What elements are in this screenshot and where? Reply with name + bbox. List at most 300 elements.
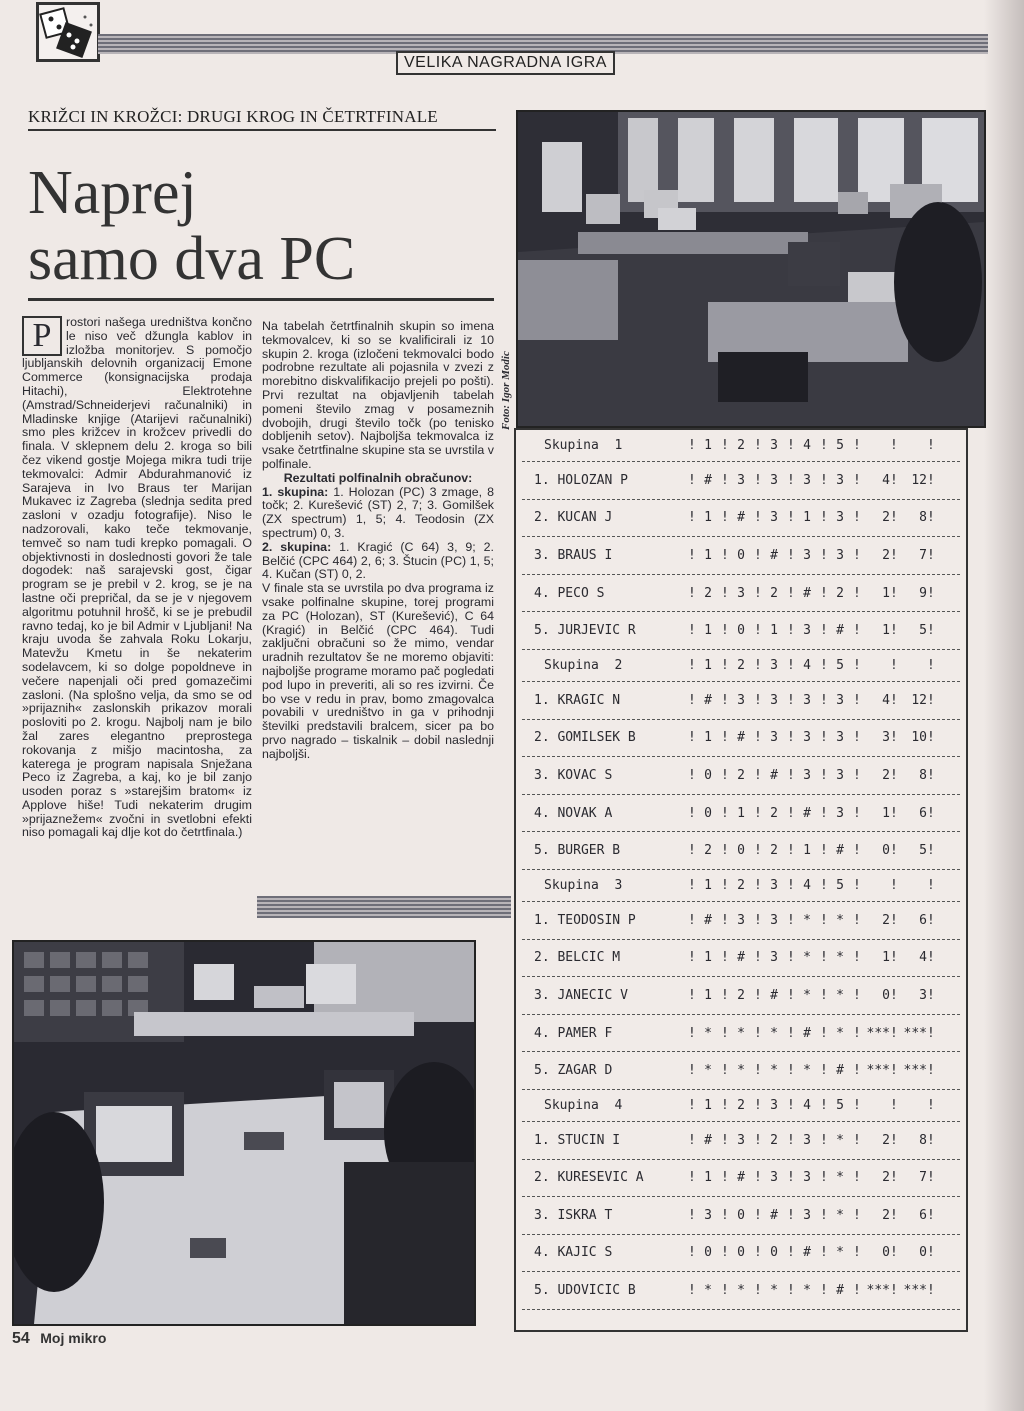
column-separator: !	[754, 843, 762, 859]
points-cell: 10	[911, 730, 927, 746]
column-separator: !	[927, 510, 935, 526]
column-separator: !	[754, 950, 762, 966]
column-separator: !	[688, 767, 696, 783]
column-separator: !	[890, 730, 898, 746]
column-separator: !	[927, 987, 935, 1003]
scores-group-title: Skupina 3	[544, 877, 623, 893]
match-result-cell: #	[737, 730, 745, 746]
column-separator: !	[787, 510, 795, 526]
column-separator: !	[787, 472, 795, 488]
column-separator: !	[853, 1063, 861, 1079]
match-result-cell: 1	[704, 547, 712, 563]
wins-cell: 2	[882, 1207, 890, 1223]
wins-cell: 1	[882, 623, 890, 639]
column-separator: !	[721, 843, 729, 859]
match-result-cell: 3	[770, 912, 778, 928]
column-separator: !	[754, 1170, 762, 1186]
column-separator: !	[890, 1207, 898, 1223]
match-result-cell: 3	[704, 1207, 712, 1223]
column-separator: !	[853, 1097, 861, 1113]
scores-group-header	[522, 650, 960, 682]
match-result-cell: *	[737, 1025, 745, 1041]
results-group-2	[262, 541, 494, 582]
column-separator: !	[754, 623, 762, 639]
column-separator: !	[754, 1132, 762, 1148]
competitor-name: 4. PAMER F	[534, 1025, 613, 1041]
match-result-cell: 3	[770, 1170, 778, 1186]
match-result-cell: #	[770, 987, 778, 1003]
competitor-name: 1. STUCIN I	[534, 1132, 621, 1148]
column-separator: !	[721, 1025, 729, 1041]
column-separator: !	[787, 1207, 795, 1223]
competitor-name: 4. NOVAK A	[534, 805, 613, 821]
column-separator: !	[688, 657, 696, 673]
competitor-name: 2. BELCIC M	[534, 950, 621, 966]
scores-row	[522, 795, 960, 833]
column-separator: !	[890, 877, 898, 893]
column-separator: !	[787, 950, 795, 966]
scores-row	[522, 940, 960, 978]
column-separator: !	[820, 1097, 828, 1113]
match-result-cell: 3	[737, 912, 745, 928]
match-result-cell: #	[803, 1245, 811, 1261]
column-separator: !	[721, 730, 729, 746]
column-separator: !	[787, 657, 795, 673]
column-separator: !	[820, 547, 828, 563]
column-separator: !	[890, 1025, 898, 1041]
column-separator: !	[721, 1132, 729, 1148]
scores-column-header: 2	[737, 1097, 745, 1113]
match-result-cell: 1	[704, 950, 712, 966]
column-separator: !	[688, 1245, 696, 1261]
match-result-cell: 1	[704, 623, 712, 639]
match-result-cell: 3	[770, 472, 778, 488]
competitor-name: 3. ISKRA T	[534, 1207, 613, 1223]
column-separator: !	[787, 1097, 795, 1113]
scores-row	[522, 500, 960, 538]
match-result-cell: *	[737, 1063, 745, 1079]
column-separator: !	[820, 950, 828, 966]
wins-cell: 3	[882, 730, 890, 746]
scores-group-title: Skupina 4	[544, 1097, 623, 1113]
scores-column-header: 1	[704, 438, 712, 453]
column-separator: !	[721, 987, 729, 1003]
competitor-name: 3. BRAUS I	[534, 547, 613, 563]
column-separator: !	[927, 547, 935, 563]
column-separator: !	[688, 692, 696, 708]
scores-column-header: 1	[704, 1097, 712, 1113]
column-separator: !	[853, 438, 861, 453]
scores-row	[522, 977, 960, 1015]
competitor-name: 3. JANECIC V	[534, 987, 628, 1003]
column-separator: !	[890, 1097, 898, 1113]
column-separator: !	[890, 1132, 898, 1148]
column-separator: !	[721, 950, 729, 966]
column-separator: !	[754, 1097, 762, 1113]
column-separator: !	[721, 657, 729, 673]
match-result-cell: #	[770, 1207, 778, 1223]
article-column-left	[22, 316, 252, 840]
column-separator: !	[890, 843, 898, 859]
column-separator: !	[853, 843, 861, 859]
match-result-cell: #	[737, 1170, 745, 1186]
match-result-cell: 3	[770, 730, 778, 746]
column-separator: !	[927, 1025, 935, 1041]
column-separator: !	[721, 877, 729, 893]
competitor-name: 4. KAJIC S	[534, 1245, 613, 1261]
column-separator: !	[754, 1207, 762, 1223]
match-result-cell: 3	[737, 1132, 745, 1148]
scores-column-header: 4	[803, 877, 811, 893]
column-separator: !	[820, 805, 828, 821]
match-result-cell: *	[836, 1025, 844, 1041]
article-column-middle	[262, 320, 494, 762]
match-result-cell: 1	[704, 987, 712, 1003]
points-cell: 8	[919, 1132, 927, 1148]
column-separator: !	[820, 1132, 828, 1148]
column-separator: !	[688, 1097, 696, 1113]
column-separator: !	[890, 547, 898, 563]
wins-cell: ***	[866, 1025, 890, 1041]
column-separator: !	[688, 1063, 696, 1079]
competitor-name: 5. JURJEVIC R	[534, 623, 636, 639]
competitor-name: 3. KOVAC S	[534, 767, 613, 783]
competitor-name: 1. KRAGIC N	[534, 692, 621, 708]
results-group-2-text: 1. Kragić (C 64) 3, 9; 2. Belčić (CPC 464) 2, 6; 3. Štucin (PC) 1, 5; 4. Kučan (ST) 0, 2.	[262, 539, 494, 582]
column-separator: !	[820, 692, 828, 708]
column-separator: !	[754, 1063, 762, 1079]
match-result-cell: 3	[770, 692, 778, 708]
competitor-name: 2. KURESEVIC A	[534, 1170, 644, 1186]
match-result-cell: 1	[704, 510, 712, 526]
column-separator: !	[890, 912, 898, 928]
scores-row	[522, 1160, 960, 1198]
column-separator: !	[787, 692, 795, 708]
scores-row	[522, 462, 960, 500]
results-group-1	[262, 486, 494, 541]
column-separator: !	[787, 1132, 795, 1148]
match-result-cell: 2	[737, 767, 745, 783]
match-result-cell: 0	[704, 805, 712, 821]
column-separator: !	[890, 657, 898, 673]
competitor-name: 1. HOLOZAN P	[534, 472, 628, 488]
column-separator: !	[721, 767, 729, 783]
scores-row	[522, 1052, 960, 1090]
column-separator: !	[754, 912, 762, 928]
match-result-cell: *	[704, 1025, 712, 1041]
points-cell: 12	[911, 692, 927, 708]
column-separator: !	[721, 623, 729, 639]
match-result-cell: 2	[770, 843, 778, 859]
column-separator: !	[721, 912, 729, 928]
column-separator: !	[688, 623, 696, 639]
column-separator: !	[927, 438, 935, 453]
scores-column-header: 2	[737, 877, 745, 893]
column-separator: !	[787, 623, 795, 639]
match-result-cell: 2	[770, 1132, 778, 1148]
column-separator: !	[787, 730, 795, 746]
match-result-cell: *	[803, 950, 811, 966]
column-separator: !	[754, 510, 762, 526]
match-result-cell: 3	[836, 472, 844, 488]
match-result-cell: 3	[803, 692, 811, 708]
scores-column-header: 4	[803, 657, 811, 673]
match-result-cell: 3	[770, 950, 778, 966]
points-cell: 7	[919, 547, 927, 563]
column-separator: !	[787, 767, 795, 783]
column-separator: !	[853, 877, 861, 893]
column-separator: !	[927, 950, 935, 966]
column-separator: !	[927, 805, 935, 821]
match-result-cell: 3	[803, 767, 811, 783]
match-result-cell: *	[803, 912, 811, 928]
column-separator: !	[721, 1170, 729, 1186]
match-result-cell: *	[836, 912, 844, 928]
points-cell: 12	[911, 472, 927, 488]
column-separator: !	[721, 585, 729, 601]
column-separator: !	[853, 1245, 861, 1261]
match-result-cell: 0	[737, 1207, 745, 1223]
article-headline	[28, 160, 498, 292]
column-separator: !	[688, 912, 696, 928]
match-result-cell: #	[770, 547, 778, 563]
scores-column-header: 5	[836, 1097, 844, 1113]
column-separator: !	[853, 692, 861, 708]
wins-cell: 4	[882, 692, 890, 708]
match-result-cell: *	[836, 1245, 844, 1261]
match-result-cell: 1	[803, 510, 811, 526]
magazine-name: Moj mikro	[40, 1330, 107, 1346]
scores-row	[522, 1197, 960, 1235]
scores-row	[522, 720, 960, 758]
column-separator: !	[754, 547, 762, 563]
column-separator: !	[890, 1063, 898, 1079]
match-result-cell: #	[836, 623, 844, 639]
column-separator: !	[890, 767, 898, 783]
points-cell: 9	[919, 585, 927, 601]
column-separator: !	[890, 1245, 898, 1261]
scores-column-header: 3	[770, 877, 778, 893]
column-separator: !	[820, 877, 828, 893]
points-cell: 4	[919, 950, 927, 966]
column-separator: !	[853, 1170, 861, 1186]
match-result-cell: 1	[737, 805, 745, 821]
column-separator: !	[688, 987, 696, 1003]
column-separator: !	[820, 1170, 828, 1186]
column-separator: !	[820, 767, 828, 783]
results-group-2-label: 2. skupina:	[262, 539, 332, 554]
competitor-name: 5. ZAGAR D	[534, 1063, 613, 1079]
match-result-cell: *	[836, 1132, 844, 1148]
dropcap: P	[22, 316, 62, 356]
headline-line-2: samo dva PC	[28, 225, 356, 293]
column-separator: !	[853, 585, 861, 601]
points-cell: 8	[919, 767, 927, 783]
column-separator: !	[787, 547, 795, 563]
scores-column-header: 3	[770, 1097, 778, 1113]
match-result-cell: 0	[704, 767, 712, 783]
match-result-cell: 2	[770, 585, 778, 601]
column-separator: !	[787, 1170, 795, 1186]
results-group-1-text: 1. Holozan (PC) 3 zmage, 8 točk; 2. Kurešević (ST) 2, 7; 3. Gomilšek (ZX spectrum) 1, 5; 4. Teodosin (ZX spectrum) 0, 3.	[262, 484, 494, 540]
column-separator: !	[853, 1025, 861, 1041]
column-separator: !	[721, 1097, 729, 1113]
match-result-cell: 1	[704, 730, 712, 746]
wins-cell: 2	[882, 912, 890, 928]
column-separator: !	[688, 877, 696, 893]
newsroom-photo-bottom	[12, 940, 476, 1326]
column-separator: !	[754, 730, 762, 746]
competitor-name: 2. GOMILSEK B	[534, 730, 636, 746]
points-cell: 5	[919, 623, 927, 639]
points-cell: 8	[919, 510, 927, 526]
column-separator: !	[820, 1245, 828, 1261]
column-separator: !	[688, 950, 696, 966]
match-result-cell: *	[803, 1063, 811, 1079]
points-cell: 3	[919, 987, 927, 1003]
photo-credit: Foto: Igor Modic	[500, 351, 512, 430]
column-separator: !	[890, 510, 898, 526]
column-separator: !	[927, 1097, 935, 1113]
dice-icon	[39, 5, 97, 59]
points-cell: 6	[919, 805, 927, 821]
column-separator: !	[927, 657, 935, 673]
wins-cell: 1	[882, 805, 890, 821]
column-separator: !	[853, 767, 861, 783]
column-separator: !	[927, 1207, 935, 1223]
column-separator: !	[890, 472, 898, 488]
match-result-cell: 3	[836, 730, 844, 746]
column-separator: !	[721, 547, 729, 563]
scores-column-header: 5	[836, 657, 844, 673]
match-result-cell: #	[836, 843, 844, 859]
column-separator: !	[853, 912, 861, 928]
column-separator: !	[721, 510, 729, 526]
scores-column-header: 5	[836, 438, 844, 453]
match-result-cell: 0	[737, 547, 745, 563]
match-result-cell: 2	[704, 585, 712, 601]
match-result-cell: 2	[704, 843, 712, 859]
column-separator: !	[927, 767, 935, 783]
column-separator: !	[721, 692, 729, 708]
wins-cell: 0	[882, 987, 890, 1003]
scores-column-header: 2	[737, 438, 745, 453]
column-separator: !	[820, 843, 828, 859]
column-separator: !	[787, 1245, 795, 1261]
competitor-name: 5. BURGER B	[534, 843, 621, 859]
column-separator: !	[787, 585, 795, 601]
scores-group-header	[522, 1090, 960, 1122]
column-separator: !	[787, 843, 795, 859]
column-separator: !	[890, 692, 898, 708]
column-separator: !	[820, 585, 828, 601]
match-result-cell: 3	[803, 547, 811, 563]
column-separator: !	[927, 877, 935, 893]
match-result-cell: #	[770, 767, 778, 783]
scores-row	[522, 1235, 960, 1273]
wins-cell: ***	[866, 1063, 890, 1079]
match-result-cell: 3	[803, 623, 811, 639]
scores-column-header: 5	[836, 877, 844, 893]
scores-group-header	[522, 870, 960, 902]
column-separator: !	[787, 805, 795, 821]
column-separator: !	[853, 510, 861, 526]
match-result-cell: #	[704, 692, 712, 708]
column-separator: !	[688, 1025, 696, 1041]
column-separator: !	[688, 1283, 696, 1299]
match-result-cell: #	[704, 472, 712, 488]
match-result-cell: 3	[803, 472, 811, 488]
results-group-1-label: 1. skupina:	[262, 484, 329, 499]
column-separator: !	[927, 1132, 935, 1148]
column-separator: !	[820, 912, 828, 928]
scores-row	[522, 902, 960, 940]
column-separator: !	[754, 1283, 762, 1299]
column-separator: !	[688, 730, 696, 746]
column-separator: !	[688, 843, 696, 859]
competitor-name: 4. PECO S	[534, 585, 605, 601]
column-separator: !	[787, 912, 795, 928]
column-separator: !	[688, 1132, 696, 1148]
column-separator: !	[853, 1283, 861, 1299]
scores-column-header: 1	[704, 657, 712, 673]
column-separator: !	[890, 1283, 898, 1299]
article-paragraph-2: Na tabelah četrtfinalnih skupin so imena tekmovalcev, ki so se kvalificirali iz 10 skupin 2. kroga (izločeni tekmovalci bodo podrobne rezultate ali pojasnila v zvezi z morebitno diskvalifikacijo prejeli po pošti). Prvi rezultat na objavljenih tabelah pomeni število zmag v posameznih dvobojih, drugi število točk (po tenisko dobljenih setov). Najboljša tekmovalca iz vsake četrtfinalne skupine sta se uvrstila v polfinale.	[262, 319, 494, 471]
column-separator: !	[688, 805, 696, 821]
scores-column-header: 3	[770, 438, 778, 453]
column-separator: !	[754, 692, 762, 708]
match-result-cell: *	[770, 1063, 778, 1079]
match-result-cell: *	[704, 1063, 712, 1079]
scores-row	[522, 1272, 960, 1310]
match-result-cell: #	[737, 510, 745, 526]
match-result-cell: 2	[836, 585, 844, 601]
match-result-cell: 3	[836, 805, 844, 821]
points-cell: 5	[919, 843, 927, 859]
points-cell: ***	[903, 1025, 927, 1041]
column-separator: !	[754, 767, 762, 783]
column-separator: !	[820, 1063, 828, 1079]
article-paragraph-3: V finale sta se uvrstila po dva programa iz vsake polfinalne skupine, torej programi za PC (Holozan), ST (Kurešević), C 64 (Kragić) in Belčić (CPC 464). Tudi zaključni obračuni so že mimo, vendar uradnih rezultatov še ne moremo objaviti: najboljše programe moramo pač pogledati pod lupo in preveriti, ali so res izvirni. Če bo vse v redu in prav, bomo zmagovalca povabili v uredništvo in ga v prihodnji številki predstavili bralcem, sicer pa bo prvo nagrado – tiskalnik – dobil naslednji najboljši.	[262, 581, 494, 761]
match-result-cell: #	[737, 950, 745, 966]
column-separator: !	[890, 1170, 898, 1186]
wins-cell: 4	[882, 472, 890, 488]
column-separator: !	[721, 1063, 729, 1079]
match-result-cell: 3	[803, 1207, 811, 1223]
match-result-cell: 2	[770, 805, 778, 821]
column-separator: !	[688, 547, 696, 563]
match-result-cell: #	[803, 805, 811, 821]
column-separator: !	[853, 472, 861, 488]
match-result-cell: #	[704, 912, 712, 928]
match-result-cell: 2	[737, 987, 745, 1003]
article-paragraph-1: rostori našega uredništva končno le niso več džungla kablov in izložba monitorjev. S pomočjo ljubljanskih delovnih organizacij Emone Commerce (konsignacijska prodaja Hitachi), Elektrotehne (Amstrad/Schneiderjevi računalniki) in Mladinske knjige (Atarijevi računalniki) smo ples križcev in krožcev privedli do finala. V sklepnem delu 2. kroga so bili čez vikend gostje Mojega mikra tudi trije tekmovalci: Admir Abdurahmanović iz Sarajeva in Ivo Braus ter Marijan Mukavec iz Zagreba (slednja sedita pred zasloni v ozadju fotografije). Niso le nadzorovali, kako teče tekmovanje, temveč so nam tudi krepko pomagali. O objektivnosti in doslednosti govori že tale dogodek: naš sarajevski gost, čigar program se je prebil v 2. krog, se je na lastne oči prepričal, da se je v njegovem algoritmu potuhnil hrošč, ki se je prebudil ravno tedaj, ko je bil Admir v Ljubljani! Na kraju uvoda še zahvala Roku Lokarju, Matevžu Kmetu in še nekaterim sodelavcem, ki so dolge popoldneve in večere napenjali oči pred gomazečimi zasloni. (Na splošno velja, da smo se od »prijaznih« zaslonskih prikazov morali posloviti po 2. krogu. Najbolj nam je bilo žal zares elegantno preprostega rokovanja z mišjo macintosha, za katerega je program napisala Snježana Peco iz Zagreba, a kaj, ko je bil zanjo usoden poraz s »starejšim bratom« iz Applove hiše! Tudi nekaterim drugim »prijaznežem« zvočni in svetlobni efekti niso pomagali kaj dlje kot do četrtfinala.)	[22, 315, 252, 840]
column-separator: !	[787, 1063, 795, 1079]
scores-row	[522, 832, 960, 870]
column-separator: !	[853, 730, 861, 746]
scores-table	[514, 428, 968, 1332]
column-separator: !	[721, 1207, 729, 1223]
match-result-cell: 0	[704, 1245, 712, 1261]
column-separator: !	[820, 1025, 828, 1041]
column-separator: !	[754, 472, 762, 488]
scores-column-header: 4	[803, 1097, 811, 1113]
wins-cell: 2	[882, 510, 890, 526]
newsroom-photo-top-image	[518, 112, 984, 426]
article-kicker: KRIŽCI IN KROŽCI: DRUGI KROG IN ČETRTFINALE	[28, 107, 496, 131]
scores-group-title: Skupina 2	[544, 657, 623, 673]
column-separator: !	[721, 472, 729, 488]
